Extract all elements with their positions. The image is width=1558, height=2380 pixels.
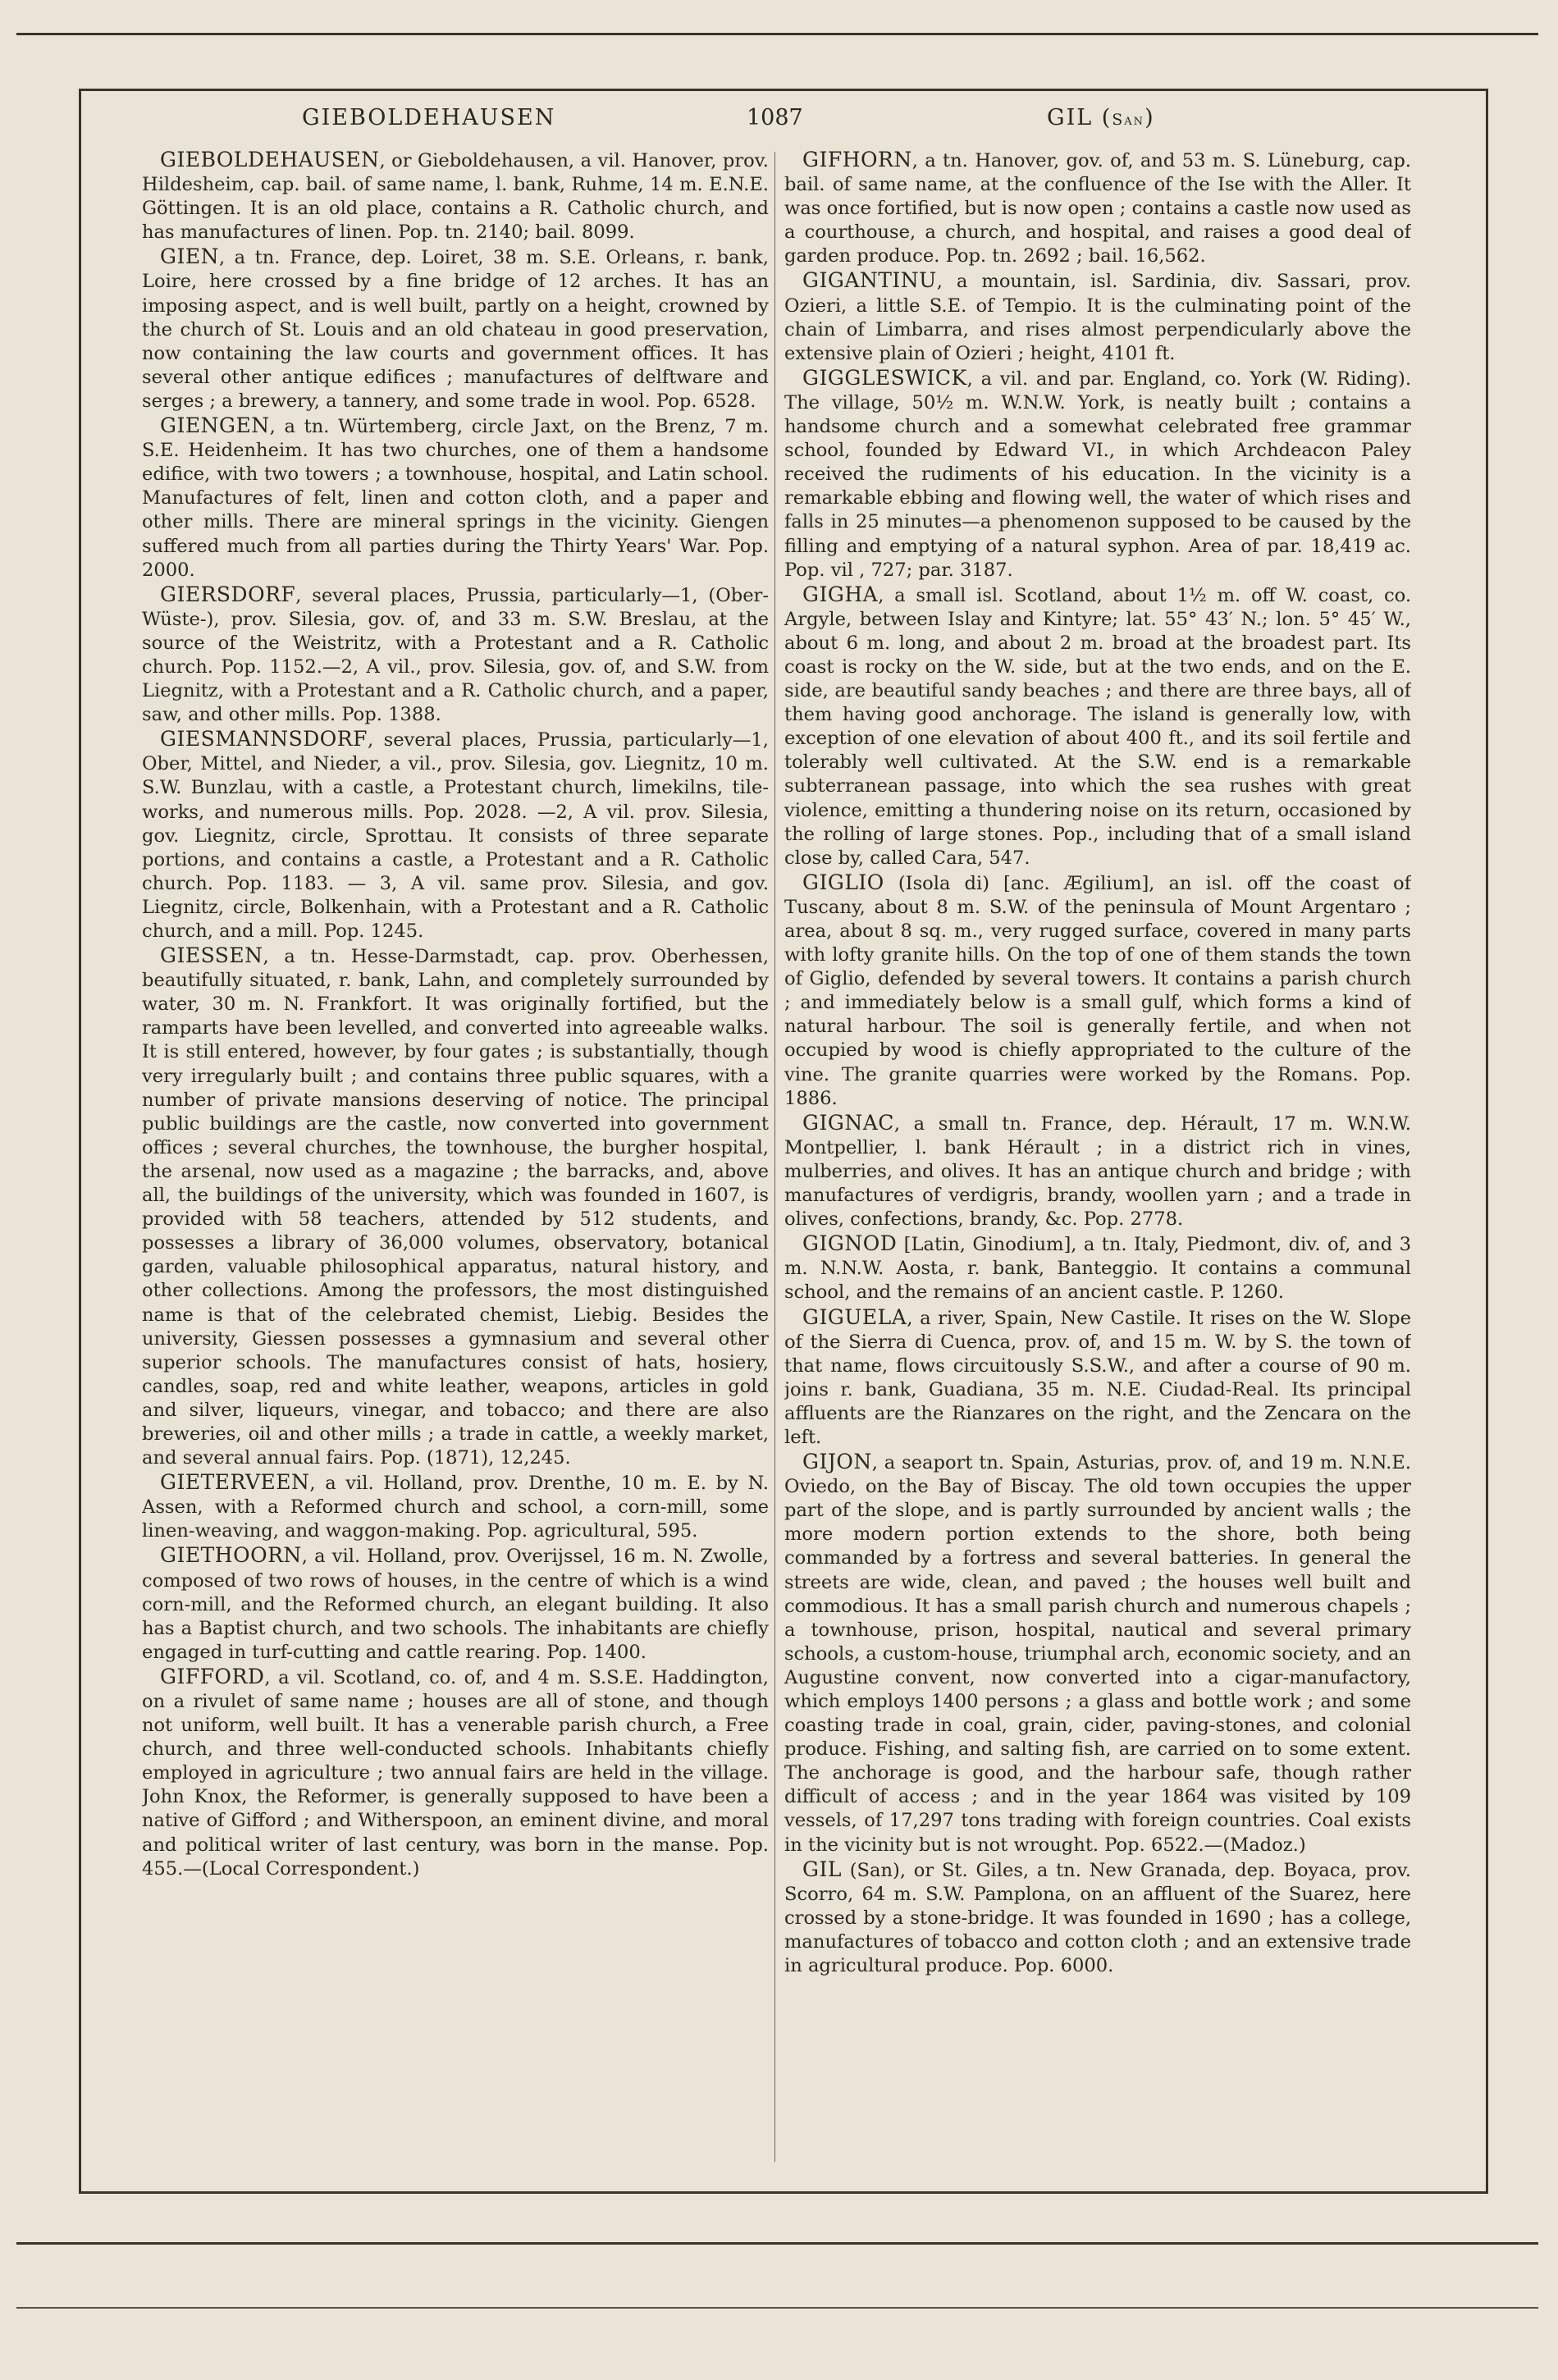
entry-headword: GIGGLESWICK <box>802 365 967 390</box>
entry-headword: GIERSDORF <box>160 582 296 606</box>
entry <box>784 268 1411 365</box>
entry-headword: GIGNOD <box>802 1231 898 1256</box>
entry-headword: GIETHOORN <box>160 1543 302 1568</box>
entry-text: , a tn. Hanover, gov. of, and 53 m. S. Lüneburg, cap. bail. of same name, at the confluence of the Ise with the Aller. It was once fortified, but is now open ; contains a castle now used as a courthouse, a church, and hospital, and raises a good deal of garden produce. Pop. tn. 2692 ; bail. 16,562. <box>784 150 1411 267</box>
right-column <box>784 148 1411 2166</box>
entry-headword: GIESMANNSDORF <box>160 727 368 751</box>
entry-headword: GIENGEN <box>160 413 270 438</box>
entry-text: , a vil. Holland, prov. Drenthe, 10 m. E. by N. Assen, with a Reformed church and school, a corn-mill, some linen-weaving, and waggon-making. Pop. agricultural, 595. <box>142 1473 769 1542</box>
header-left-catchword: GIEBOLDEHAUSEN <box>302 105 556 130</box>
entry-headword: GIEBOLDEHAUSEN <box>160 148 380 171</box>
entry-text: , a mountain, isl. Sardinia, div. Sassari, prov. Ozieri, a little S.E. of Tempio. It is the culminating point of the chain of Limbarra, and rises almost perpendicularly above the extensive plain of Ozieri ; height, 4101 ft. <box>784 271 1411 364</box>
entry-text: , a tn. Würtemberg, circle Jaxt, on the Brenz, 7 m. S.E. Heidenheim. It has two churches, one of them a handsome edifice, with two towers ; a townhouse, hospital, and Latin school. Manufactures of felt, linen and cotton cloth, and a paper and other mills. There are mineral springs in the vicinity. Giengen suffered much from all parties during the Thirty Years' War. Pop. 2000. <box>142 416 769 581</box>
entry <box>142 943 769 1470</box>
entry <box>784 870 1411 1111</box>
entry-headword: GIETERVEEN <box>160 1470 310 1495</box>
entry-headword: GIESSEN <box>160 943 263 968</box>
entry <box>784 1450 1411 1857</box>
header-right-close: ) <box>1145 105 1155 130</box>
entry-headword: GIGUELA <box>802 1304 907 1329</box>
entry-text: , several places, Prussia, particularly—1, Ober, Mittel, and Nieder, a vil., prov. Silesia, gov. Liegnitz, 10 m. S.W. Bunzlau, with a castle, a Protestant church, limekilns, tile-works, and numerous mills. Pop. 2028. —2, A vil. prov. Silesia, gov. Liegnitz, circle, Sprottau. It consists of three separate portions, and contains a castle, a Protestant and a R. Catholic church. Pop. 1183. — 3, A vil. same prov. Silesia, and gov. Liegnitz, circle, Bolkenhain, with a Protestant and a R. Catholic church, and a mill. Pop. 1245. <box>142 729 769 942</box>
header-right-catchword <box>1047 105 1155 130</box>
entry-text: , a river, Spain, New Castile. It rises on the W. Slope of the Sierra di Cuenca, prov. of, and 15 m. W. by S. the town of that name, flows circuitously S.S.W., and after a course of 90 m. joins r. bank, Guadiana, 35 m. N.E. Ciudad-Real. Its principal affluents are the Rianzares on the right, and the Zencara on the left. <box>784 1307 1411 1448</box>
bottom-rule <box>16 2307 1538 2309</box>
entry <box>142 244 769 413</box>
entry-text: (San), or St. Giles, a tn. New Granada, dep. Boyaca, prov. Scorro, 64 m. S.W. Pamplona, on an affluent of the Suarez, here crossed by a stone-bridge. It was founded in 1690 ; has a college, manufactures of tobacco and cotton cloth ; and an extensive trade in agricultural produce. Pop. 6000. <box>784 1859 1411 1977</box>
entry-headword: GIGLIO <box>802 870 884 894</box>
entry <box>784 1305 1411 1450</box>
entry-text: , a seaport tn. Spain, Asturias, prov. of, and 19 m. N.N.E. Oviedo, on the Bay of Biscay. The old town occupies the upper part of the slope, and is partly surrounded by ancient walls ; the more modern portion extends to the shore, both being commanded by a fortress and several batteries. In general the streets are wide, clean, and paved ; the houses well built and commodious. It has a small parish church and numerous chapels ; a townhouse, prison, hospital, nautical and several primary schools, a custom-house, triumphal arch, economic society, and an Augustine convent, now converted into a cigar-manufactory, which employs 1400 persons ; a glass and bottle work ; and some coasting trade in coal, grain, cider, paving-stones, and colonial produce. Fishing, and salting fish, are carried on to some extent. The anchorage is good, and the harbour safe, though rather difficult of access ; and in the year 1864 was visited by 109 vessels, of 17,297 tons trading with foreign countries. Coal exists in the vicinity but is not wrought. Pop. 6522.—(Madoz.) <box>784 1452 1411 1856</box>
entry-text: , several places, Prussia, particularly—1, (Ober-Wüste-), prov. Silesia, gov. of, and 33 m. S.W. Breslau, at the source of the Weistritz, with a Protestant and a R. Catholic church. Pop. 1152.—2, A vil., prov. Silesia, gov. of, and S.W. from Liegnitz, with a Protestant and a R. Catholic church, and a paper, saw, and other mills. Pop. 1388. <box>142 584 769 726</box>
entry <box>142 1543 769 1664</box>
entry <box>142 1470 769 1543</box>
column-divider <box>774 152 775 2162</box>
entry-headword: GIJON <box>802 1450 872 1474</box>
left-column <box>142 148 769 2166</box>
entry-headword: GIGHA <box>802 582 879 606</box>
entry-text: , a tn. Hesse-Darmstadt, cap. prov. Oberhessen, beautifully situated, r. bank, Lahn, and completely surrounded by water, 30 m. N. Frankfort. It was originally fortified, but the ramparts have been levelled, and converted into agreeable walks. It is still entered, however, by four gates ; is substantially, though very irregularly built ; and contains three public squares, with a number of private mansions deserving of notice. The principal public buildings are the castle, now converted into government offices ; several churches, the townhouse, the burgher hospital, the arsenal, now used as a magazine ; the barracks, and, above all, the buildings of the university, which was founded in 1607, is provided with 58 teachers, attended by 512 students, and possesses a library of 36,000 volumes, observatory, botanical garden, valuable philosophical apparatus, natural history, and other collections. Among the professors, the most distinguished name is that of the celebrated chemist, Liebig. Besides the university, Giessen possesses a gymnasium and several other superior schools. The manufactures consist of hats, hosiery, candles, soap, red and white leather, weapons, articles in gold and silver, liqueurs, vinegar, and tobacco; and there are also breweries, oil and other mills ; a trade in cattle, a weekly market, and several annual fairs. Pop. (1871), 12,245. <box>142 946 769 1469</box>
entry-text: , a small isl. Scotland, about 1½ m. off W. coast, co. Argyle, between Islay and Kintyre; lat. 55° 43′ N.; lon. 5° 45′ W., about 6 m. long, and about 2 m. broad at the broadest part. Its coast is rocky on the W. side, but at the two ends, and on the E. side, are beautiful sandy beaches ; and there are three bays, all of them having good anchorage. The island is generally low, with exception of one elevation of about 400 ft., and its soil fertile and tolerably well cultivated. At the S.W. end is a remarkable subterranean passage, into which the sea rushes with great violence, emitting a thundering noise on its return, occasioned by the rolling of large stones. Pop., including that of a small island close by, called Cara, 547. <box>784 584 1411 869</box>
entry-text: , a vil. Holland, prov. Overijssel, 16 m. N. Zwolle, composed of two rows of houses, in the centre of which is a wind corn-mill, and the Reformed church, an elegant building. It also has a Baptist church, and two schools. The inhabitants are chiefly engaged in turf-cutting and cattle rearing. Pop. 1400. <box>142 1546 769 1663</box>
entry-headword: GIFFORD <box>160 1664 265 1688</box>
entry <box>784 366 1411 582</box>
entry-headword: GIEN <box>160 244 219 269</box>
entry-text: , a small tn. France, dep. Hérault, 17 m. W.N.W. Montpellier, l. bank Hérault ; in a district rich in vines, mulberries, and olives. It has an antique church and bridge ; with manufactures of verdigris, brandy, woollen yarn ; and a trade in olives, confections, brandy, &c. Pop. 2778. <box>784 1112 1411 1231</box>
entry <box>784 148 1411 268</box>
header-right-small: San <box>1112 111 1145 129</box>
entry <box>784 1231 1411 1304</box>
entry-text: , or Gieboldehausen, a vil. Hanover, prov. Hildesheim, cap. bail. of same name, l. bank, Ruhme, 14 m. E.N.E. Göttingen. It is an old place, contains a R. Catholic church, and has manufactures of linen. Pop. tn. 2140; bail. 8099. <box>142 150 769 244</box>
entry <box>142 148 769 244</box>
entry-headword: GIGNAC <box>802 1110 894 1135</box>
entry <box>142 413 769 582</box>
entry <box>142 727 769 943</box>
entry <box>784 1111 1411 1231</box>
page-number: 1087 <box>747 105 803 130</box>
entry <box>784 582 1411 870</box>
running-header <box>90 105 1469 138</box>
entry-headword: GIFHORN <box>802 148 912 171</box>
entry-text: , a tn. France, dep. Loiret, 38 m. S.E. Orleans, r. bank, Loire, here crossed by a fine bridge of 12 arches. It has an imposing aspect, and is well built, partly on a height, crowned by the church of St. Louis and an old chateau in good preservation, now containing the law courts and government offices. It has several other antique edifices ; manufactures of delftware and serges ; a brewery, a tannery, and some trade in wool. Pop. 6528. <box>142 247 769 412</box>
entry <box>784 1857 1411 1978</box>
entry-text: [Latin, Ginodium], a tn. Italy, Piedmont, div. of, and 3 m. N.N.W. Aosta, r. bank, Banteggio. It contains a communal school, and the remains of an ancient castle. P. 1260. <box>784 1234 1411 1304</box>
entry <box>142 582 769 728</box>
entry-text: , a vil. and par. England, co. York (W. Riding). The village, 50½ m. W.N.W. York, is neatly built ; contains a handsome church and a somewhat celebrated free grammar school, founded by Edward VI., in which Archdeacon Paley received the rudiments of his education. In the vicinity is a remarkable ebbing and flowing well, the water of which rises and falls in 25 minutes—a phenomenon supposed to be caused by the filling and emptying of a natural syphon. Area of par. 18,419 ac. Pop. vil , 727; par. 3187. <box>784 368 1411 581</box>
entry-headword: GIGANTINU <box>802 268 937 293</box>
entry-text: (Isola di) [anc. Ægilium], an isl. off the coast of Tuscany, about 8 m. S.W. of the peninsula of Mount Argentaro ; area, about 8 sq. m., very rugged surface, covered in many parts with lofty granite hills. On the top of one of them stands the town of Giglio, defended by several towers. It contains a parish church ; and immediately below is a small gulf, which forms a kind of natural harbour. The soil is generally fertile, and when not occupied by wood is chiefly appropriated to the culture of the vine. The granite quarries were worked by the Romans. Pop. 1886. <box>784 872 1411 1109</box>
entry-headword: GIL <box>802 1857 842 1881</box>
header-right-main: GIL ( <box>1047 105 1113 130</box>
entry <box>142 1665 769 1881</box>
entry-text: , a vil. Scotland, co. of, and 4 m. S.S.E. Haddington, on a rivulet of same name ; houses are all of stone, and though not uniform, well built. It has a venerable parish church, a Free church, and three well-conducted schools. Inhabitants chiefly employed in agriculture ; two annual fairs are held in the village. John Knox, the Reformer, is generally supposed to have been a native of Gifford ; and Witherspoon, an eminent divine, and moral and political writer of last century, was born in the manse. Pop. 455.—(Local Correspondent.) <box>142 1666 769 1880</box>
